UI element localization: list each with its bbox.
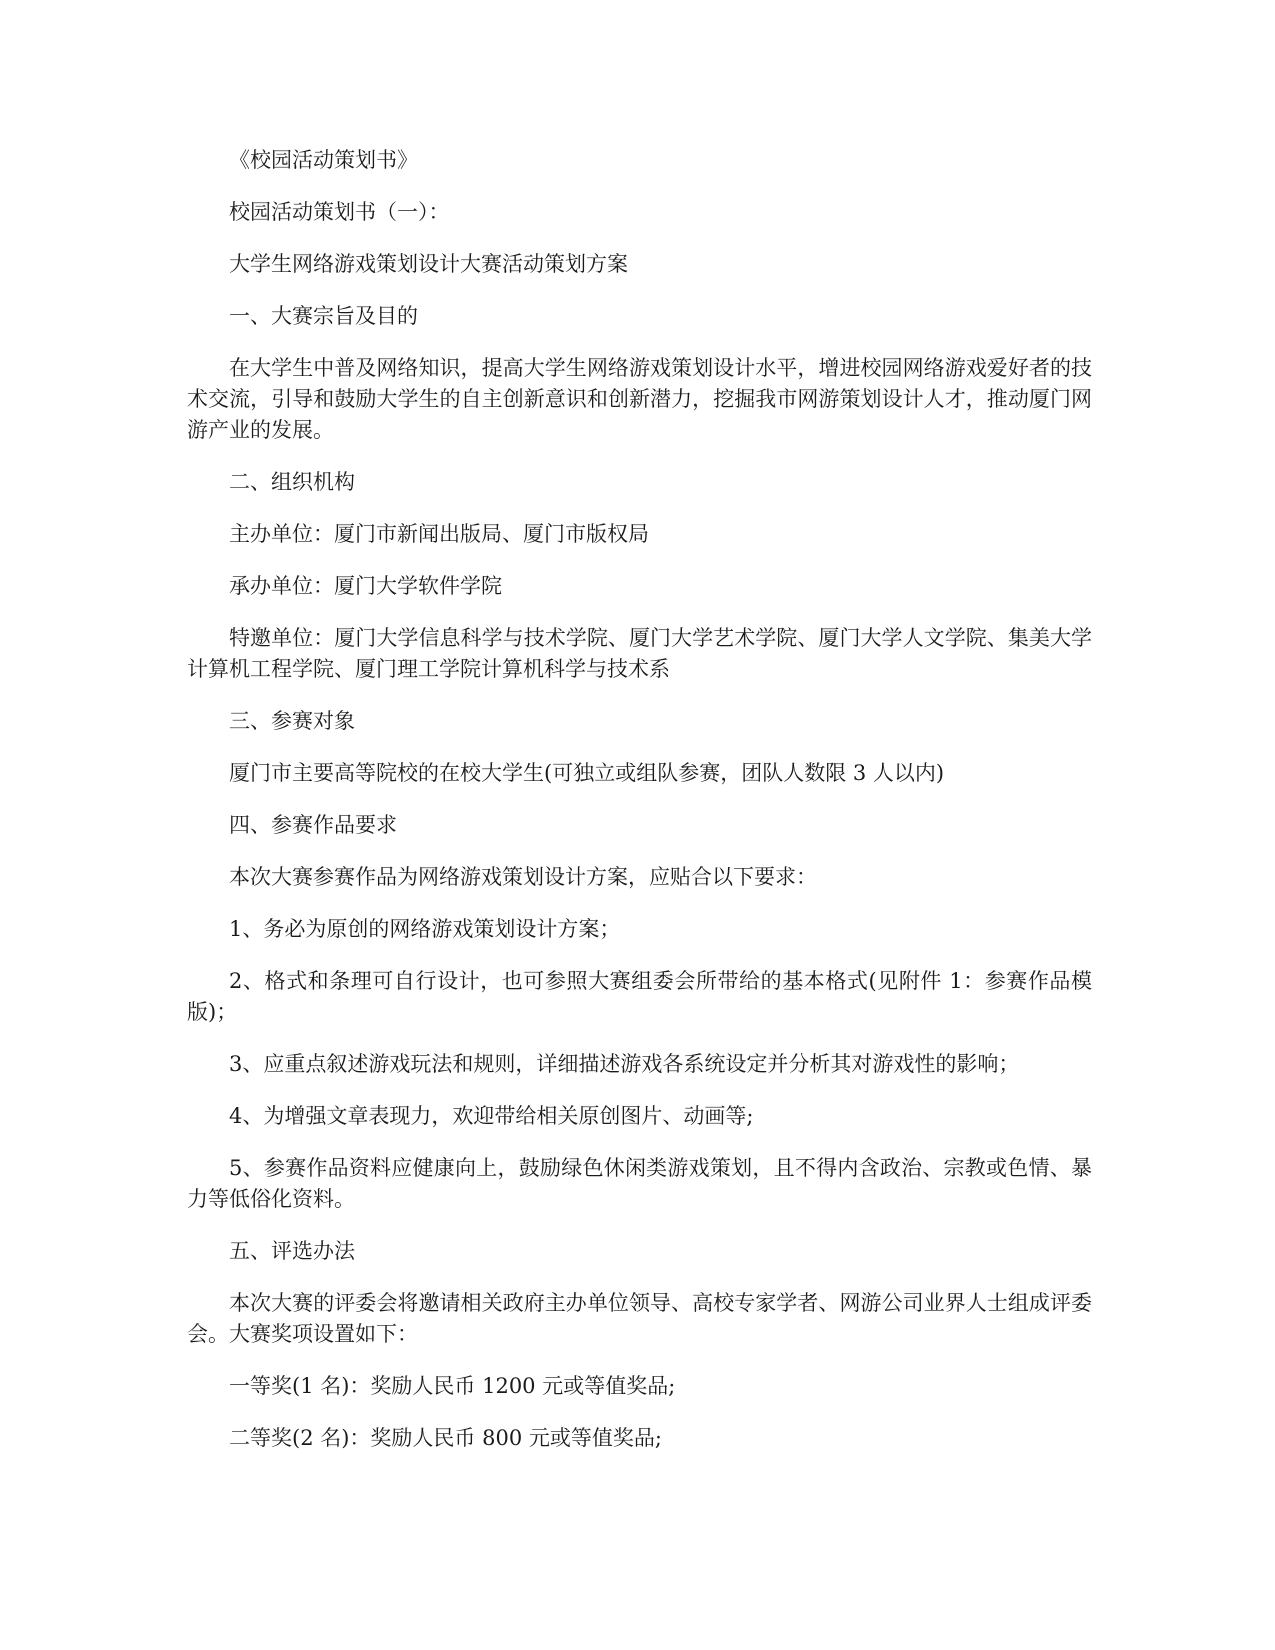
requirement-item-5: 5、参赛作品资料应健康向上，鼓励绿色休闲类游戏策划，且不得内含政治、宗教或色情、暴力等低俗化资料。 <box>187 1156 1092 1211</box>
section-heading-purpose: 一、大赛宗旨及目的 <box>229 304 418 328</box>
paragraph-participants: 厦门市主要高等院校的在校大学生(可独立或组队参赛，团队人数限 3 人以内) <box>229 761 945 785</box>
paragraph-host: 主办单位：厦门市新闻出版局、厦门市版权局 <box>229 522 649 546</box>
requirement-item-4: 4、为增强文章表现力，欢迎带给相关原创图片、动画等; <box>229 1104 754 1128</box>
paragraph-judging: 本次大赛的评委会将邀请相关政府主办单位领导、高校专家学者、网游公司业界人士组成评委会。大赛奖项设置如下： <box>187 1291 1092 1346</box>
requirement-item-3: 3、应重点叙述游戏玩法和规则，详细描述游戏各系统设定并分析其对游戏性的影响； <box>229 1052 1020 1076</box>
section-heading-judging: 五、评选办法 <box>229 1239 355 1263</box>
award-second-prize: 二等奖(2 名)：奖励人民币 800 元或等值奖品; <box>229 1426 662 1450</box>
document-body <box>187 145 1092 1475</box>
requirement-item-2: 2、格式和条理可自行设计，也可参照大赛组委会所带给的基本格式(见附件 1：参赛作品模版)； <box>187 969 1092 1024</box>
section-heading-organization: 二、组织机构 <box>229 470 355 494</box>
paragraph-organizer: 承办单位：厦门大学软件学院 <box>229 574 502 598</box>
section-heading-participants: 三、参赛对象 <box>229 709 355 733</box>
paragraph-purpose: 在大学生中普及网络知识，提高大学生网络游戏策划设计水平，增进校园网络游戏爱好者的技术交流，引导和鼓励大学生的自主创新意识和创新潜力，挖掘我市网游策划设计人才，推动厦门网游产业的发展。 <box>187 356 1092 442</box>
award-first-prize: 一等奖(1 名)：奖励人民币 1200 元或等值奖品; <box>229 1374 676 1398</box>
document-subtitle: 校园活动策划书（一）： <box>229 200 450 224</box>
paragraph-invited: 特邀单位：厦门大学信息科学与技术学院、厦门大学艺术学院、厦门大学人文学院、集美大学计算机工程学院、厦门理工学院计算机科学与技术系 <box>187 626 1092 681</box>
requirement-item-1: 1、务必为原创的网络游戏策划设计方案； <box>229 917 621 941</box>
plan-name: 大学生网络游戏策划设计大赛活动策划方案 <box>229 252 628 276</box>
section-heading-requirements: 四、参赛作品要求 <box>229 813 397 837</box>
document-title: 《校园活动策划书》 <box>229 148 418 172</box>
paragraph-requirements-intro: 本次大赛参赛作品为网络游戏策划设计方案，应贴合以下要求： <box>229 865 817 889</box>
